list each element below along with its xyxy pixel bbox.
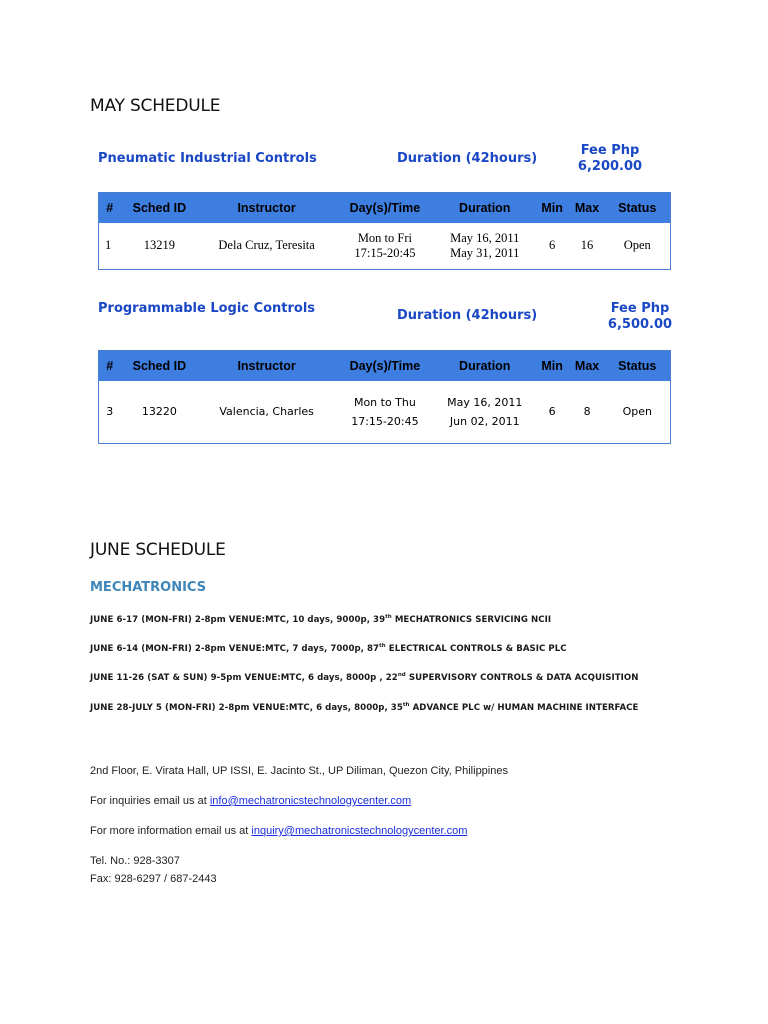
col-header-status: Status	[605, 351, 671, 382]
event-course: ELECTRICAL CONTROLS & BASIC PLC	[385, 644, 567, 654]
event-course: MECHATRONICS SERVICING NCII	[391, 615, 552, 625]
more-info-email-link[interactable]: inquiry@mechatronicstechnologycenter.com	[251, 825, 468, 837]
fee-amount: 6,200.00	[577, 159, 643, 174]
cell-instructor: Valencia, Charles	[219, 405, 314, 419]
col-header-max: Max	[570, 193, 605, 224]
inquiries-email-link[interactable]: info@mechatronicstechnologycenter.com	[209, 795, 412, 807]
col-header-max: Max	[570, 351, 605, 382]
tel-text: Tel. No.: 928-3307	[90, 855, 180, 867]
event-line-1	[90, 614, 551, 625]
fax-text: Fax: 928-6297 / 687-2443	[90, 873, 217, 885]
cell-num: 1	[105, 238, 112, 253]
cell-min: 6	[548, 238, 556, 253]
cell-status: Open	[622, 405, 652, 419]
col-header-days-time: Day(s)/Time	[335, 351, 435, 382]
event-line-2	[90, 643, 567, 654]
table-row	[99, 381, 671, 443]
event-text: JUNE 6-14 (MON-FRI) 2-8pm VENUE:MTC, 7 days, 7000p, 87	[90, 644, 380, 654]
cell-sched-id: 13220	[141, 405, 177, 419]
schedule-table-pneumatic	[98, 192, 671, 270]
cell-start-date: May 16, 2011	[450, 230, 520, 245]
event-course: ADVANCE PLC w/ HUMAN MACHINE INTERFACE	[409, 703, 639, 713]
col-header-num: #	[99, 193, 121, 224]
event-line-4	[90, 702, 638, 713]
mechatronics-heading: MECHATRONICS	[90, 580, 207, 595]
course-title-pneumatic: Pneumatic Industrial Controls	[98, 151, 317, 166]
event-ordinal: nd	[397, 672, 406, 678]
event-text: JUNE 11-26 (SAT & SUN) 9-5pm VENUE:MTC, 6 days, 8000p , 22	[90, 673, 398, 683]
fee-label: Fee Php	[610, 301, 670, 316]
more-info-line	[90, 825, 467, 837]
col-header-duration: Duration	[435, 193, 535, 224]
col-header-instructor: Instructor	[198, 351, 335, 382]
table-row	[99, 223, 671, 269]
col-header-instructor: Instructor	[198, 193, 335, 224]
cell-days-time	[335, 223, 435, 269]
cell-time: 17:15-20:45	[351, 414, 419, 428]
col-header-days-time: Day(s)/Time	[335, 193, 435, 224]
cell-max: 8	[583, 405, 591, 419]
address-text: 2nd Floor, E. Virata Hall, UP ISSI, E. Jacinto St., UP Diliman, Quezon City, Philippines	[90, 765, 508, 777]
course-fee-plc	[600, 301, 680, 333]
col-header-duration: Duration	[435, 351, 535, 382]
cell-min: 6	[548, 405, 556, 419]
course-duration-plc: Duration (42hours)	[397, 308, 538, 323]
table-header-row	[99, 351, 671, 382]
event-text: JUNE 28-JULY 5 (MON-FRI) 2-8pm VENUE:MTC, 6 days, 8000p, 35	[90, 703, 403, 713]
cell-start-date: May 16, 2011	[447, 395, 523, 409]
fee-amount: 6,500.00	[607, 317, 673, 332]
col-header-min: Min	[535, 193, 570, 224]
schedule-table-plc	[98, 350, 671, 444]
fee-label: Fee Php	[580, 143, 640, 158]
cell-days-time	[335, 381, 435, 443]
cell-end-date: May 31, 2011	[450, 245, 520, 260]
cell-instructor: Dela Cruz, Teresita	[218, 238, 315, 253]
event-ordinal: th	[379, 643, 386, 649]
course-title-plc: Programmable Logic Controls	[98, 301, 316, 316]
col-header-num: #	[99, 351, 121, 382]
event-ordinal: th	[402, 702, 410, 708]
cell-sched-id: 13219	[143, 238, 175, 253]
event-ordinal: th	[385, 614, 392, 620]
course-fee-pneumatic	[570, 143, 650, 175]
cell-days: Mon to Fri	[357, 230, 412, 245]
event-course: SUPERVISORY CONTROLS & DATA ACQUISITION	[405, 673, 639, 683]
event-line-3	[90, 672, 639, 683]
col-header-min: Min	[535, 351, 570, 382]
event-text: JUNE 6-17 (MON-FRI) 2-8pm VENUE:MTC, 10 days, 9000p, 39	[90, 615, 386, 625]
cell-num: 3	[106, 405, 114, 419]
more-info-text: For more information email us at	[90, 825, 252, 837]
cell-max: 16	[580, 238, 594, 253]
cell-duration	[435, 223, 535, 269]
course-duration-pneumatic: Duration (42hours)	[397, 151, 538, 166]
col-header-status: Status	[605, 193, 671, 224]
cell-days: Mon to Thu	[353, 395, 416, 409]
col-header-sched-id: Sched ID	[120, 351, 198, 382]
may-schedule-heading: MAY SCHEDULE	[90, 96, 221, 116]
inquiries-text: For inquiries email us at	[90, 795, 210, 807]
table-header-row	[99, 193, 671, 224]
june-schedule-heading: JUNE SCHEDULE	[90, 540, 226, 560]
cell-status: Open	[623, 238, 651, 253]
cell-duration	[435, 381, 535, 443]
cell-time: 17:15-20:45	[354, 245, 416, 260]
col-header-sched-id: Sched ID	[120, 193, 198, 224]
inquiries-line	[90, 795, 411, 807]
cell-end-date: Jun 02, 2011	[449, 414, 520, 428]
